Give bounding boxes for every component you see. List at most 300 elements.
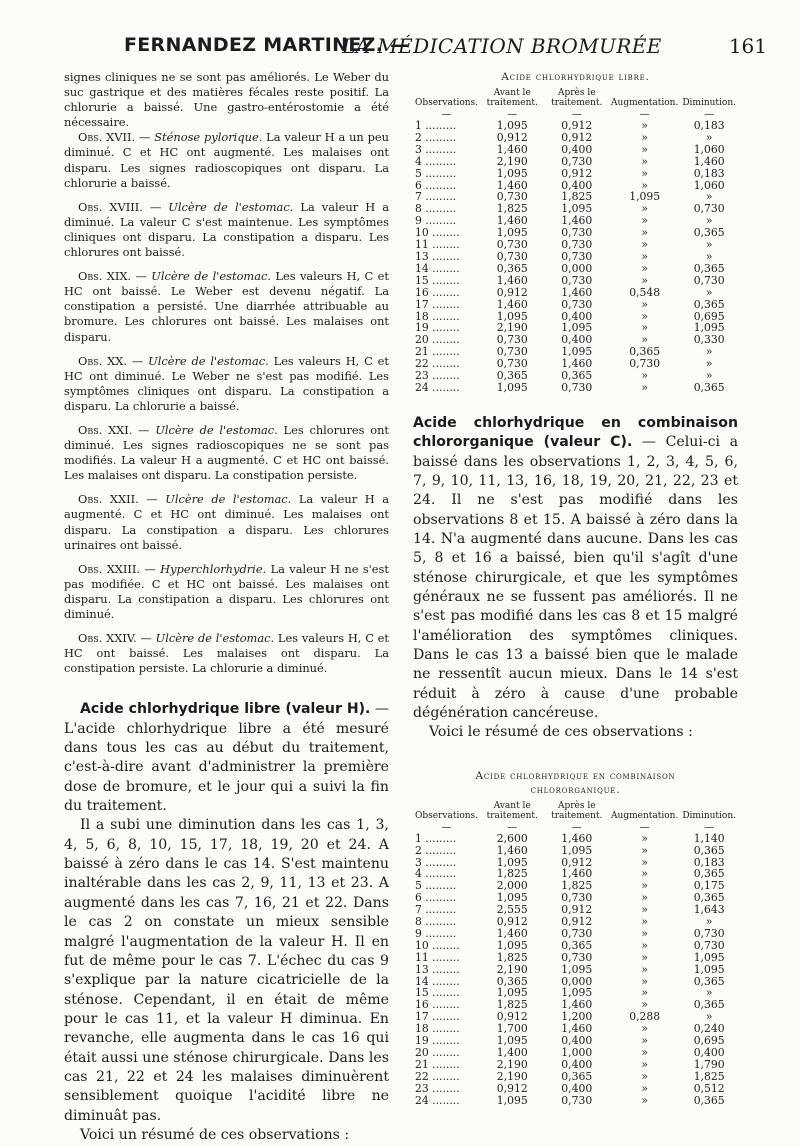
table-cell: 0,365 (693, 843, 725, 857)
table1-header-4: Diminution. (682, 98, 736, 108)
obs-number-text: 10 (415, 938, 429, 952)
observation-text: La valeur H a augmenté. C et HC ont diminué. Les malaises ont disparu. La constipation a disparu. Les chlorures urinaires ont baissé. (64, 492, 389, 552)
observation-number: 18 ........ (415, 309, 460, 323)
table-cell: » (641, 855, 648, 869)
section-paragraph-3: Voici un résumé de ces observations : (80, 1126, 350, 1143)
table-cell: » (641, 178, 648, 192)
table-row (413, 1095, 738, 1107)
table1-header-3: Augmentation. (611, 98, 679, 108)
table-cell: » (705, 238, 713, 252)
observation-paragraph (64, 631, 389, 676)
table-cell: 0,912 (496, 915, 528, 929)
table-cell: » (641, 154, 648, 168)
obs-number-text: 14 (415, 974, 429, 988)
obs-number-text: 5 (415, 166, 422, 180)
obs-number-text: 24 (415, 380, 429, 394)
page-header (62, 34, 767, 66)
observation-number: 10 ........ (415, 938, 460, 952)
table1-header-0: Observations. (415, 98, 479, 108)
table-cell: 0,400 (561, 178, 593, 192)
table-cell: 0,183 (693, 119, 725, 132)
table-cell: » (641, 249, 648, 263)
table-cell: 1,460 (561, 831, 593, 845)
table-cell: » (641, 1081, 648, 1095)
table-cell: » (705, 1010, 713, 1024)
observation-number: 20 ........ (415, 333, 460, 347)
observation-number: 3 ......... (415, 855, 457, 869)
table-row (413, 275, 738, 287)
table-cell: 1,825 (496, 867, 528, 881)
table-cell: 0,730 (496, 333, 528, 347)
observation-number: 5 ......... (415, 166, 457, 180)
obs-number-text: 7 (415, 190, 422, 204)
obs-number-text: 18 (415, 309, 429, 323)
observation-number: 23 ........ (415, 1081, 460, 1095)
observation-number: 2 ......... (415, 130, 457, 144)
table-cell: » (641, 333, 648, 347)
observation-sep: — (135, 130, 155, 145)
observation-diagnosis: Sténose pylorique. (154, 130, 263, 145)
table-cell: 0,912 (496, 1010, 528, 1024)
table-row (413, 287, 738, 299)
obs-number-text: 4 (415, 867, 422, 881)
table-cell: 0,730 (496, 345, 528, 359)
table-cell: 1,200 (561, 1010, 593, 1024)
table-cell: 0,365 (561, 369, 593, 383)
obs-number-text: 23 (415, 1081, 429, 1095)
table-cell: 0,912 (496, 1081, 528, 1095)
observation-diagnosis: Ulcère de l'estomac. (148, 353, 269, 368)
table-cell: 0,400 (561, 309, 593, 323)
table-cell: » (641, 321, 648, 335)
obs-number-text: 22 (415, 357, 429, 371)
table-cell: 1,095 (496, 855, 528, 869)
observation-number: 3 ......... (415, 142, 457, 156)
section-combined-p2: Voici le résumé de ces observations : (429, 724, 693, 741)
table-cell: 0,730 (561, 380, 593, 394)
table-cell: 1,095 (693, 321, 725, 335)
table-cell: » (641, 974, 648, 988)
table-cell: 1,095 (496, 380, 528, 394)
table-cell: 0,912 (496, 130, 528, 144)
table-cell: » (641, 926, 648, 940)
table-cell: 1,460 (496, 178, 528, 192)
obs-number-text: 21 (415, 345, 429, 359)
table-cell: » (641, 1069, 648, 1083)
table-cell: 0,365 (693, 380, 725, 394)
obs-number-text: 20 (415, 1046, 429, 1059)
observation-number: 1 ......... (415, 119, 457, 132)
table1-dash: — (571, 109, 582, 120)
table-cell: 0,400 (561, 1057, 593, 1071)
obs-number-text: 6 (415, 891, 422, 905)
observation-number: 9 ......... (415, 214, 457, 228)
table-cell: 1,095 (561, 321, 593, 335)
table-cell: 1,095 (496, 1093, 528, 1107)
table2-header-0: Observations. (415, 810, 479, 821)
table-cell: » (705, 249, 713, 263)
table-cell: » (641, 380, 648, 394)
obs-number-text: 4 (415, 154, 422, 168)
table-cell: 0,730 (496, 238, 528, 252)
table-cell: 1,460 (561, 285, 593, 299)
section-paragraph-1: L'acide chlorhydrique libre a été mesuré dans tous les cas au début du traitement, c'est-à-dire avant d'administrer la première dose de bromure, et le jour qui a suivi la fin du traitement. (64, 720, 389, 815)
observation-number: 13 ........ (415, 962, 460, 976)
table-cell: » (641, 998, 648, 1012)
table-cell: » (641, 226, 648, 240)
observation-paragraph (64, 423, 389, 483)
observation-number: 14 ........ (415, 974, 460, 988)
table-cell: » (705, 915, 713, 929)
table-cell: 1,060 (693, 178, 725, 192)
obs-number-text: 19 (415, 1034, 429, 1048)
observation-number: 4 ......... (415, 867, 457, 881)
observation-number: 22 ........ (415, 1069, 460, 1083)
table-cell: 0,365 (693, 1093, 725, 1107)
table-row (413, 964, 738, 976)
table-cell: » (641, 891, 648, 905)
table2-dash: — (571, 821, 582, 833)
table-cell: 0,912 (561, 915, 593, 929)
observation-number: 7 ......... (415, 190, 457, 204)
observation-paragraph (64, 269, 389, 344)
observation-label: Obs. XXIII. (78, 561, 141, 576)
section-free-acid-p1 (64, 700, 389, 816)
table-row (413, 1071, 738, 1083)
observation-number: 2 ......... (415, 843, 457, 857)
table-cell: 0,330 (693, 333, 725, 347)
obs-number-text: 7 (415, 903, 422, 917)
table-cell: 0,730 (561, 226, 593, 240)
table-row (413, 156, 738, 168)
obs-number-text: 3 (415, 142, 422, 156)
table-cell: 0,000 (561, 974, 593, 988)
table-cell: 0,400 (561, 142, 593, 156)
obs-number-text: 6 (415, 178, 422, 192)
table-cell: » (705, 369, 713, 383)
table-cell: 2,190 (496, 1057, 528, 1071)
observation-text: La valeur H ne s'est pas modifiée. C et HC ont baissé. Les malaises ont disparu. La constipation a disparu. Les chlorures ont diminué. (64, 561, 389, 621)
table-cell: 0,730 (496, 190, 528, 204)
table-cell: 0,365 (693, 261, 725, 275)
table-cell: 2,190 (496, 1069, 528, 1083)
obs-number-text: 11 (415, 238, 429, 252)
table-cell: 1,000 (561, 1046, 593, 1059)
table-cell: » (705, 214, 713, 228)
observation-diagnosis: Ulcère de l'estomac. (155, 422, 278, 437)
observation-sep: — (140, 561, 161, 576)
table-cell: 1,460 (496, 273, 528, 287)
table-cell: » (705, 345, 713, 359)
table-cell: 0,288 (629, 1010, 661, 1024)
table-cell: » (641, 986, 648, 1000)
observation-sep: — (136, 631, 156, 646)
table-cell: 0,730 (561, 891, 593, 905)
table-row (413, 168, 738, 180)
table-cell: 1,095 (496, 309, 528, 323)
table-cell: 0,912 (561, 130, 593, 144)
observation-number: 22 ........ (415, 357, 460, 371)
observation-paragraph (64, 130, 389, 190)
table-cell: » (641, 261, 648, 275)
table-cell: » (641, 950, 648, 964)
observation-sep: — (138, 492, 166, 507)
table-cell: » (705, 285, 713, 299)
observation-sep: — (131, 269, 152, 284)
table-cell: 1,460 (693, 154, 725, 168)
table-cell: 0,400 (561, 333, 593, 347)
table-row (413, 952, 738, 964)
table-cell: » (705, 130, 713, 144)
table-cell: 1,825 (496, 202, 528, 216)
observation-diagnosis: Ulcère de l'estomac. (151, 269, 272, 284)
table-cell: » (641, 238, 648, 252)
table-cell: » (641, 297, 648, 311)
table-cell: » (641, 831, 648, 845)
table-cell: 0,912 (561, 119, 593, 132)
obs-number-text: 15 (415, 986, 429, 1000)
observation-number: 15 ........ (415, 273, 460, 287)
table-cell: 1,460 (496, 214, 528, 228)
observation-number: 19 ........ (415, 1034, 460, 1048)
table-cell: 1,460 (561, 214, 593, 228)
table-cell: 0,365 (496, 369, 528, 383)
obs-number-text: 21 (415, 1057, 429, 1071)
observation-diagnosis: Ulcère de l'estomac. (155, 631, 275, 646)
observation-paragraph (64, 354, 389, 414)
table2-header-2: Après le traitement. (551, 800, 603, 821)
observation-sep: — (127, 353, 149, 368)
table-cell: » (705, 190, 713, 204)
table-cell: » (641, 166, 648, 180)
obs-number-text: 22 (415, 1069, 429, 1083)
table-cell: 2,000 (496, 879, 528, 893)
table-cell: 2,190 (496, 962, 528, 976)
table-cell: 0,730 (693, 273, 725, 287)
table-cell: 1,095 (496, 166, 528, 180)
table-cell: 1,825 (496, 998, 528, 1012)
table-cell: » (641, 867, 648, 881)
observation-paragraph (64, 492, 389, 552)
obs-number-text: 16 (415, 285, 429, 299)
observation-sep: — (132, 422, 156, 437)
observation-number: 18 ........ (415, 1022, 460, 1036)
observation-text: Les valeurs H, C et HC ont baissé. Le Weber est devenu négatif. La constipation a persisté. Une diarrhée attribuable au bromure. Les chlorures ont baissé. Les malaises ont disparu. (64, 269, 389, 344)
table-cell: 0,365 (693, 891, 725, 905)
observation-label: Obs. XVIII. (78, 199, 143, 214)
obs-number-text: 17 (415, 297, 429, 311)
table-cell: 0,730 (561, 926, 593, 940)
table-cell: 0,400 (561, 1081, 593, 1095)
section-heading-dash: — (370, 701, 389, 718)
table-cell: 0,175 (693, 879, 725, 893)
table-cell: 0,730 (496, 249, 528, 263)
observation-diagnosis: Ulcère de l'estomac. (168, 199, 294, 214)
observation-sep: — (142, 199, 169, 214)
table-cell: 1,095 (693, 950, 725, 964)
observation-number: 17 ........ (415, 1010, 460, 1024)
section-paragraph-2: Il a subi une diminution dans les cas 1, 3, 4, 5, 6, 8, 10, 15, 17, 18, 19, 20 et 24. A baissé à zéro dans le cas 14. S'est maintenu inaltérable dans les cas 2, 9, 11, 13 et 23. A augmenté dans les cas 7, 16, 21 et 22. Dans le cas 2 on constate un mieux sensible malgré l'augmentation de la valeur H. Il en fut de même pour le cas 7. L'échec du cas 9 s'explique par la nature cicatricielle de la sténose. Cependant, il en était de même pour le cas 11, et la valeur H diminua. En revanche, elle augmenta dans le cas 16 qui était aussi une sténose chirurgicale. Dans les cas 21, 22 et 24 les malaises diminuèrent sensiblement quoique l'acidité libre ne diminuât pas. (64, 817, 389, 1124)
observation-number: 9 ......... (415, 926, 457, 940)
table-cell: 1,460 (561, 867, 593, 881)
table-cell: 1,095 (561, 202, 593, 216)
observation-number: 8 ......... (415, 202, 457, 216)
table1-header-1: Avant le traitement. (486, 88, 538, 108)
table-cell: 0,365 (693, 998, 725, 1012)
table-row (413, 144, 738, 156)
table-cell: » (641, 202, 648, 216)
obs-number-text: 8 (415, 915, 422, 929)
table-cell: 0,730 (561, 238, 593, 252)
table-cell: 0,730 (496, 357, 528, 371)
table-cell: 0,365 (496, 261, 528, 275)
right-column (413, 70, 738, 1107)
table-cell: 1,060 (693, 142, 725, 156)
table-cell: » (641, 843, 648, 857)
table-cell: 2,600 (496, 831, 528, 845)
table-cell: 0,365 (561, 1069, 593, 1083)
obs-number-text: 10 (415, 226, 429, 240)
table-cell: 1,095 (561, 986, 593, 1000)
observation-text: Les valeurs H, C et HC ont diminué. Le Weber ne s'est pas modifié. Les symptômes cliniques ont disparu. La constipation a disparu. La chlorurie a baissé. (64, 353, 389, 413)
obs-number-text: 24 (415, 1093, 429, 1107)
observation-paragraph (64, 200, 389, 260)
observation-number: 21 ........ (415, 1057, 460, 1071)
table2-title-line2: chlororganique. (530, 783, 621, 796)
table-cell: 1,460 (561, 357, 593, 371)
observation-number: 19 ........ (415, 321, 460, 335)
obs-number-text: 1 (415, 119, 422, 132)
table-cell: » (641, 879, 648, 893)
table-cell: 0,365 (629, 345, 661, 359)
table-row (413, 1083, 738, 1095)
table-cell: » (641, 369, 648, 383)
table-cell: » (705, 986, 713, 1000)
table-cell: 1,095 (496, 986, 528, 1000)
table1-dash: — (441, 109, 452, 120)
observation-number: 14 ........ (415, 261, 460, 275)
obs-number-text: 5 (415, 879, 422, 893)
observation-number: 10 ........ (415, 226, 460, 240)
table-cell: 1,825 (693, 1069, 725, 1083)
table-cell: 0,730 (693, 202, 725, 216)
table-cell: 1,095 (561, 843, 593, 857)
observation-number: 4 ......... (415, 154, 457, 168)
observation-text: La valeur H a un peu diminué. C et HC ont augmenté. Les malaises ont disparu. Les signes radioscopiques ont disparu. La chlorurie a baissé. (64, 130, 389, 190)
table-cell: » (641, 130, 648, 144)
observation-label: Obs. XVII. (78, 130, 136, 145)
table1-title: Acide chlorhydrique libre. (501, 71, 650, 83)
table-cell: 0,183 (693, 855, 725, 869)
table1-header-2: Après le traitement. (551, 88, 603, 108)
observation-number: 24 ........ (415, 1093, 460, 1107)
obs-number-text: 19 (415, 321, 429, 335)
obs-number-text: 20 (415, 333, 429, 347)
observation-number: 11 ........ (415, 950, 460, 964)
table-cell: 0,730 (561, 249, 593, 263)
observation-text: La valeur H a diminué. La valeur C s'est maintenue. Les symptômes cliniques ont disparu. La constipation a disparu. Les chlorures ont baissé. (64, 199, 389, 260)
observation-number: 8 ......... (415, 915, 457, 929)
table-cell: 0,548 (629, 285, 661, 299)
table-cell: 1,700 (496, 1022, 528, 1036)
table-cell: » (641, 938, 648, 952)
table-cell: 1,095 (496, 938, 528, 952)
table-row (413, 833, 738, 845)
table-cell: 1,400 (496, 1046, 528, 1059)
running-author: FERNANDEZ MARTINEZ. — (124, 34, 410, 56)
table2-header-4: Diminution. (682, 810, 736, 821)
observation-list (64, 130, 389, 676)
observation-number: 15 ........ (415, 986, 460, 1000)
table2-header-3: Augmentation. (611, 810, 679, 821)
table-cell: 0,730 (561, 154, 593, 168)
table-cell: » (641, 142, 648, 156)
table-cell: 0,400 (561, 1034, 593, 1048)
table-cell: 2,190 (496, 321, 528, 335)
observation-label: Obs. XXII. (78, 492, 139, 507)
table-cell: 1,095 (561, 345, 593, 359)
section-combined-p1 (413, 414, 738, 724)
table-cell: 0,730 (561, 273, 593, 287)
table-row (413, 299, 738, 311)
observation-label: Obs. XXI. (78, 422, 133, 437)
observation-number: 16 ........ (415, 998, 460, 1012)
table2-wrapper (413, 769, 738, 1107)
table-cell: 1,460 (496, 297, 528, 311)
obs-number-text: 13 (415, 962, 429, 976)
observation-number: 16 ........ (415, 285, 460, 299)
table-cell: » (641, 1093, 648, 1107)
table2-dash: — (441, 821, 452, 833)
table-free-acid (413, 88, 738, 394)
table-cell: » (641, 962, 648, 976)
section-combined-text: — Celui-ci a baissé dans les observations 1, 2, 3, 4, 5, 6, 7, 9, 10, 11, 13, 16, 18, 19, 20, 21, 22, 23 et 24. Il ne s'est pas modifié dans les observations 8 et 15. A baissé à zéro dans la 14. N'a augmenté dans aucune. Dans les cas 5, 8 et 16 a baissé, bien qu'il s'agît d'une sténose chirurgicale, et que les symptômes généraux ne se fussent pas améliorés. Il ne s'est pas modifié dans les cas 8 et 15 malgré l'amélioration des symptômes cliniques. Dans le cas 13 a baissé bien que le malade ne ressentît aucun mieux. Dans le 14 s'est réduit à zéro à cause d'une probable dégénération cancéreuse. (413, 434, 738, 721)
table-cell: 0,730 (561, 1093, 593, 1107)
observation-diagnosis: Ulcère de l'estomac. (165, 492, 292, 507)
intro-paragraph: signes cliniques ne se sont pas améliorés. Le Weber du suc gastrique et des matières fécales reste positif. La chlorurie a baissé. Une gastro-entérostomie a été nécessaire. (64, 70, 389, 130)
table-cell: 0,730 (693, 938, 725, 952)
table-cell: 1,140 (693, 831, 725, 845)
obs-number-text: 9 (415, 926, 422, 940)
running-title: LA MÉDICATION BROMURÉE (342, 34, 662, 58)
table-cell: » (641, 1057, 648, 1071)
obs-number-text: 9 (415, 214, 422, 228)
table2-title-line1: Acide chlorhydrique en combinaison (475, 769, 676, 782)
table-cell: 0,000 (561, 261, 593, 275)
table-cell: » (641, 119, 648, 132)
table-cell: 0,365 (693, 297, 725, 311)
section-heading: Acide chlorhydrique libre (valeur H). (80, 701, 371, 718)
table-cell: 1,095 (496, 891, 528, 905)
table1-dash: — (704, 109, 715, 120)
observation-number: 7 ......... (415, 903, 457, 917)
observation-text: Les chlorures ont diminué. Les signes radioscopiques ne se sont pas modifiés. La valeur H a augmenté. C et HC ont baissé. Les malaises ont disparu. La constipation persiste. (64, 422, 389, 483)
table-cell: 0,365 (693, 226, 725, 240)
table-cell: 1,825 (561, 879, 593, 893)
obs-number-text: 2 (415, 130, 422, 144)
observation-number: 23 ........ (415, 369, 460, 383)
table-cell: 0,183 (693, 166, 725, 180)
left-column (64, 70, 389, 1145)
table2-dash: — (507, 821, 518, 833)
table1-dash: — (507, 109, 518, 120)
observation-number: 24 ........ (415, 380, 460, 394)
obs-number-text: 15 (415, 273, 429, 287)
section-free-acid (64, 700, 389, 1145)
table-cell: 0,730 (693, 926, 725, 940)
observation-label: Obs. XXIV. (78, 631, 137, 646)
observation-number: 13 ........ (415, 249, 460, 263)
